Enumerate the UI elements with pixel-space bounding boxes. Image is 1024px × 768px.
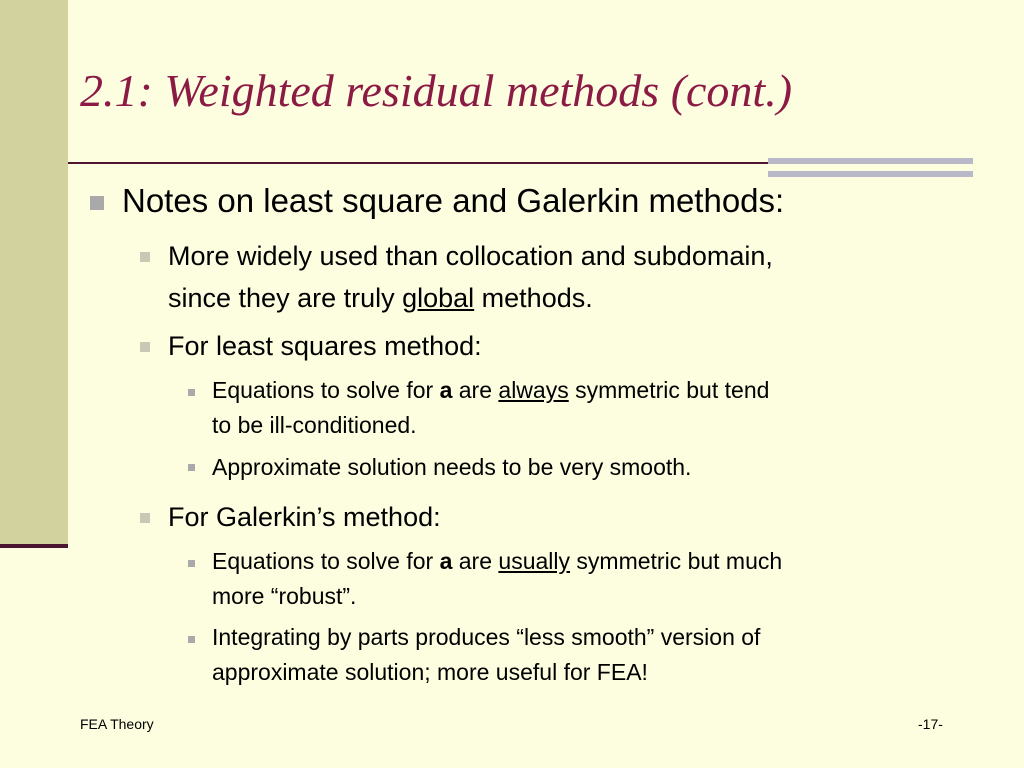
footer-course-name: FEA Theory <box>80 716 154 732</box>
point2-sub1-pre: Equations to solve for <box>212 377 440 403</box>
point3-text: For Galerkin’s method: <box>168 502 441 532</box>
point2-sub2-text: Approximate solution needs to be very smooth. <box>212 454 692 480</box>
point1-bullet-icon <box>140 252 150 262</box>
point3-sub1-post: symmetric but much <box>570 548 783 574</box>
point3-sub1-mid: are <box>452 548 499 574</box>
point1-line2-post: methods. <box>474 283 593 313</box>
left-decorative-bar <box>0 0 68 545</box>
point1-line1: More widely used than collocation and subdomain, <box>168 241 773 271</box>
point2-sub1-mid: are <box>452 377 499 403</box>
point2-sub1-line1 <box>212 373 769 408</box>
point3-sub1-text <box>212 544 782 614</box>
title-rule <box>68 162 768 164</box>
point2-sub1-line2: to be ill-conditioned. <box>212 412 417 438</box>
slide-title: 2.1: Weighted residual methods (cont.) <box>80 65 793 116</box>
point3-sub2-text <box>212 620 760 690</box>
point1-line2-pre: since they are truly <box>168 283 403 313</box>
footer-page-number: -17- <box>918 716 943 732</box>
point3-sub1-underlined: usually <box>498 548 571 574</box>
point2-sub1-underlined: always <box>498 377 569 403</box>
point3-sub1-line1 <box>212 544 782 579</box>
level1-text: Notes on least square and Galerkin methods: <box>122 182 785 219</box>
point3-sub1-bullet-icon <box>188 560 195 567</box>
point3-sub2-bullet-icon <box>188 636 195 643</box>
point3-bullet-icon <box>140 513 150 523</box>
left-bar-underline <box>0 544 68 548</box>
point2-sub2-bullet-icon <box>188 464 195 471</box>
point2-sub1-text <box>212 373 769 443</box>
title-rule-accent-top <box>768 158 973 164</box>
point3-sub1-pre: Equations to solve for <box>212 548 440 574</box>
point2-bullet-icon <box>140 342 150 352</box>
point2-sub1-bold: a <box>439 377 453 403</box>
point3-sub2-line1: Integrating by parts produces “less smooth” version of <box>212 624 761 650</box>
point3-sub1-bold: a <box>439 548 453 574</box>
point2-sub1-bullet-icon <box>188 389 195 396</box>
point3-sub2-line2: approximate solution; more useful for FEA! <box>212 659 648 685</box>
point1-line2 <box>168 277 773 319</box>
point1-line2-underlined: global <box>402 283 475 313</box>
level1-bullet-icon <box>90 196 104 210</box>
point2-text: For least squares method: <box>168 331 482 361</box>
point3-sub1-line2: more “robust”. <box>212 583 357 609</box>
point2-sub1-post: symmetric but tend <box>568 377 770 403</box>
title-rule-accent-bottom <box>768 171 973 177</box>
point1-text <box>168 235 773 319</box>
